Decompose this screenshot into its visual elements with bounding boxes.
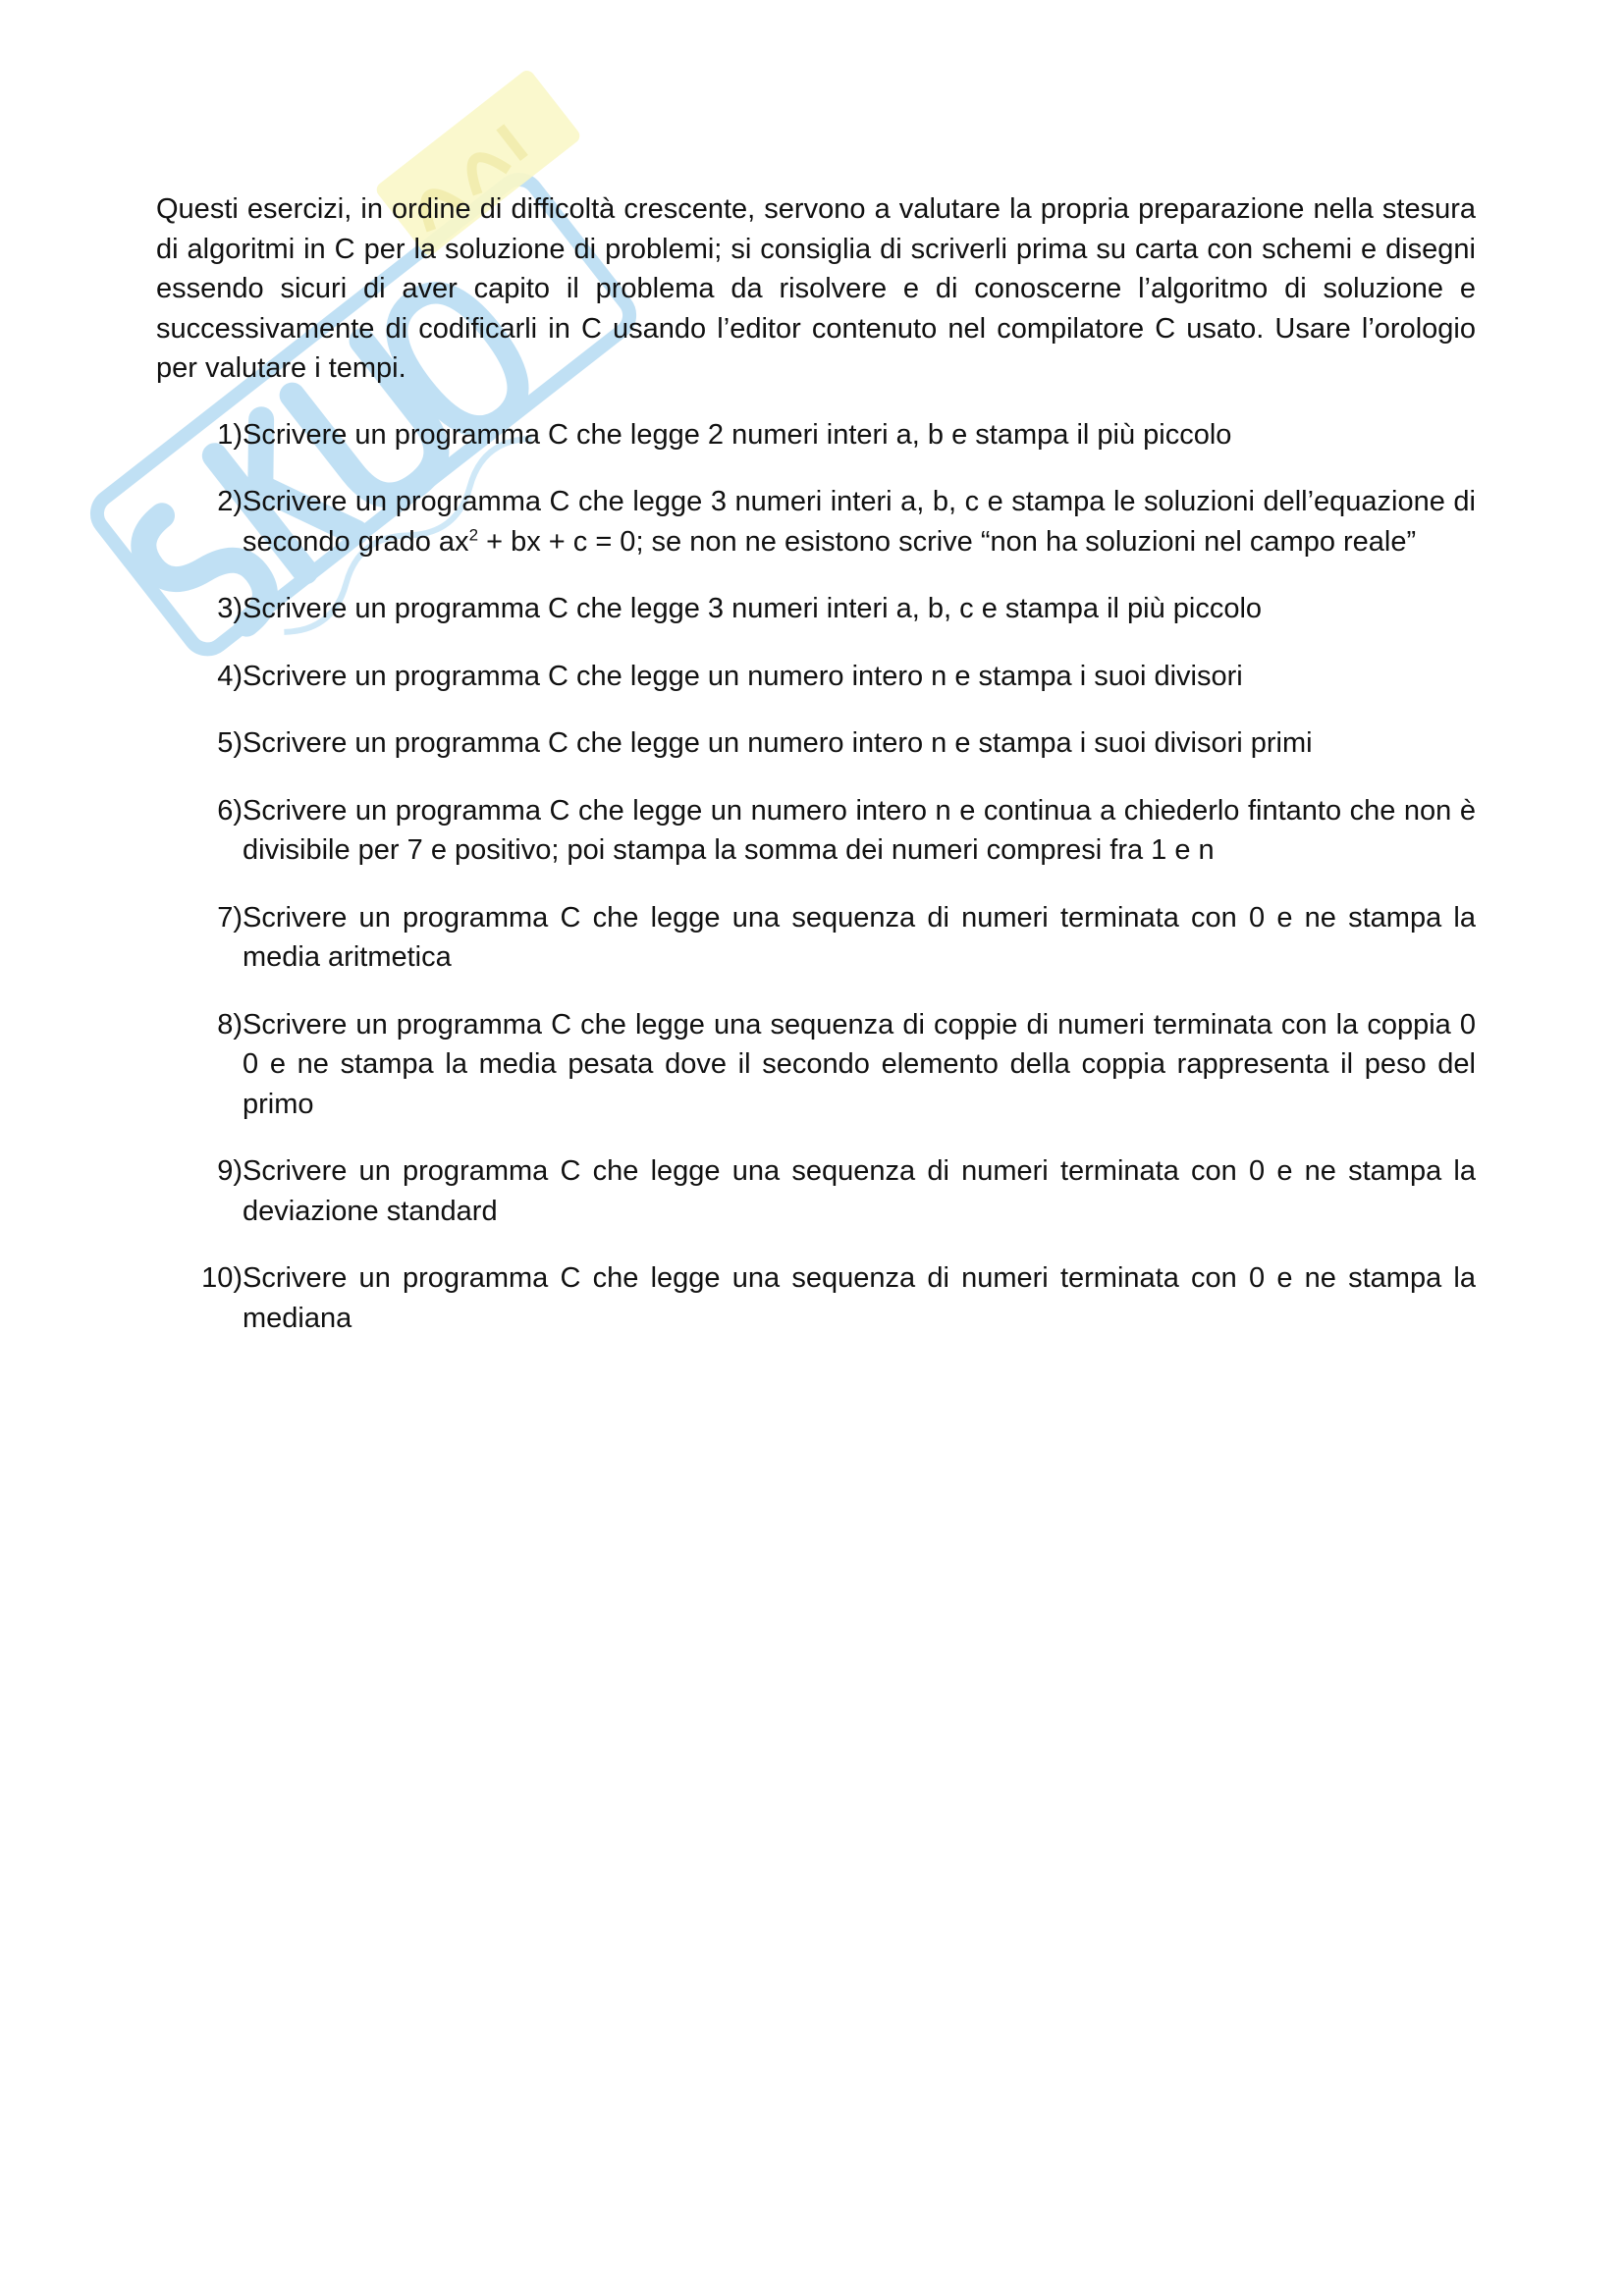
item-number: 10) [201, 1262, 243, 1294]
list-item [156, 657, 1476, 697]
item-number: 5) [217, 727, 243, 759]
item-text: Scrivere un programma C che legge una sequenza di numeri terminata con 0 e ne stampa la mediana [243, 1262, 1476, 1334]
item-text: Scrivere un programma C che legge un numero intero n e continua a chiederlo fintanto che non è divisibile per 7 e positivo; poi stampa la somma dei numeri compresi fra 1 e n [243, 794, 1476, 866]
item-number: 3) [217, 593, 243, 624]
item-number: 6) [217, 794, 243, 827]
list-item [156, 723, 1476, 764]
list-item [156, 482, 1476, 561]
item-number: 1) [217, 418, 243, 451]
item-text-before: Scrivere un programma C che legge 3 numeri interi a, b, c e stampa le soluzioni dell’equazione di secondo grado ax [243, 486, 1476, 558]
list-item [156, 589, 1476, 629]
exponent: 2 [468, 524, 479, 544]
item-number: 8) [217, 1008, 243, 1041]
list-item [156, 1258, 1476, 1338]
item-text: Scrivere un programma C che legge una sequenza di numeri terminata con 0 e ne stampa la media aritmetica [243, 901, 1476, 973]
item-text: Scrivere un programma C che legge 3 numeri interi a, b, c e stampa il più piccolo [243, 593, 1263, 624]
list-item [156, 415, 1476, 455]
item-number: 9) [217, 1155, 243, 1187]
exercise-list [156, 415, 1476, 1339]
item-number: 2) [217, 486, 243, 517]
list-item [156, 898, 1476, 978]
list-item [156, 1151, 1476, 1231]
item-text: Scrivere un programma C che legge una sequenza di coppie di numeri terminata con la coppia 0 0 e ne stampa la media pesata dove il secondo elemento della coppia rappresenta il peso del primo [243, 1008, 1476, 1120]
list-item [156, 791, 1476, 871]
item-text: Scrivere un programma C che legge 2 numeri interi a, b e stampa il più piccolo [243, 418, 1232, 451]
item-text-after: + bx + c = 0; se non ne esistono scrive “non ha soluzioni nel campo reale” [478, 525, 1417, 558]
item-text: Scrivere un programma C che legge un numero intero n e stampa i suoi divisori [243, 660, 1243, 692]
item-text: Scrivere un programma C che legge una sequenza di numeri terminata con 0 e ne stampa la deviazione standard [243, 1155, 1476, 1227]
item-number: 4) [217, 660, 243, 692]
list-item [156, 1005, 1476, 1125]
item-text: Scrivere un programma C che legge un numero intero n e stampa i suoi divisori primi [243, 727, 1313, 759]
item-number: 7) [217, 901, 243, 934]
document-body [156, 189, 1476, 1365]
intro-paragraph: Questi esercizi, in ordine di difficoltà crescente, servono a valutare la propria preparazione nella stesura di algoritmi in C per la soluzione di problemi; si consiglia di scriverli prima su carta con schemi e disegni essendo sicuri di aver capito il problema da risolvere e di conoscerne l’algoritmo di soluzione e successivamente di codificarli in C usando l’editor contenuto nel compilatore C usato. Usare l’orologio per valutare i tempi. [156, 193, 1476, 384]
item-text [243, 482, 1476, 561]
